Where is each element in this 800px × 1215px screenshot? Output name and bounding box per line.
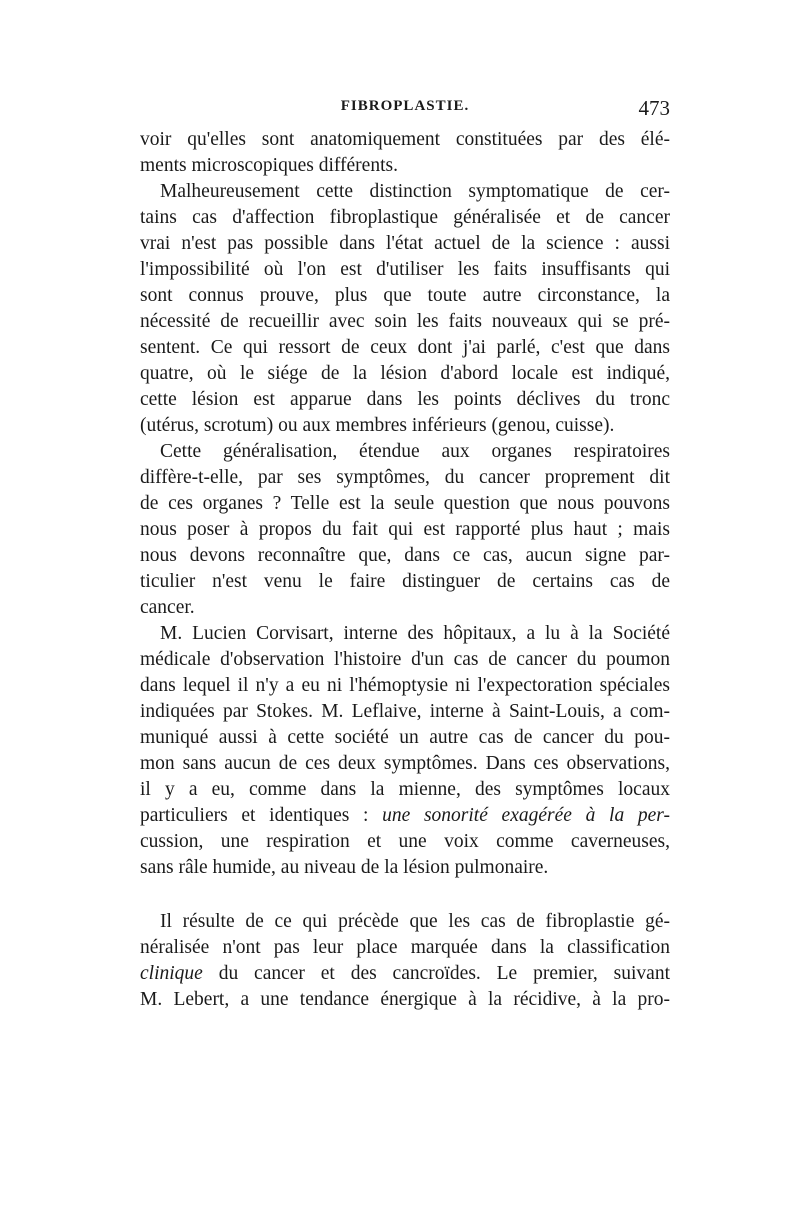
text-line: nécessité de recueillir avec soin les faits nouveaux qui se pré- bbox=[140, 311, 670, 332]
italic-text-segment: une sonorité exagérée à la per- bbox=[382, 805, 670, 826]
text-line: l'impossibilité où l'on est d'utiliser les faits insuffisants qui bbox=[140, 259, 670, 280]
text-line: médicale d'observation l'histoire d'un cas de cancer du poumon bbox=[140, 649, 670, 670]
text-line: ticulier n'est venu le faire distinguer de certains cas de bbox=[140, 571, 670, 592]
text-line: diffère-t-elle, par ses symptômes, du cancer proprement dit bbox=[140, 467, 670, 488]
text-line: M. Lebert, a une tendance énergique à la récidive, à la pro- bbox=[140, 989, 670, 1010]
text-line: de ces organes ? Telle est la seule question que nous pouvons bbox=[140, 493, 670, 514]
paragraph-start-line: Il résulte de ce qui précède que les cas de fibroplastie gé- bbox=[160, 911, 670, 932]
text-line bbox=[140, 961, 670, 987]
text-line: nous poser à propos du fait qui est rapporté plus haut ; mais bbox=[140, 519, 670, 540]
paragraph-start-line: Cette généralisation, étendue aux organes respiratoires bbox=[160, 441, 670, 462]
text-line: dans lequel il n'y a eu ni l'hémoptysie ni l'expectoration spéciales bbox=[140, 675, 670, 696]
text-line: quatre, où le siége de la lésion d'abord locale est indiqué, bbox=[140, 363, 670, 384]
running-title: FIBROPLASTIE. bbox=[340, 98, 470, 114]
text-line: tains cas d'affection fibroplastique généralisée et de cancer bbox=[140, 207, 670, 228]
text-line: il y a eu, comme dans la mienne, des symptômes locaux bbox=[140, 779, 670, 800]
paragraph-start-line: M. Lucien Corvisart, interne des hôpitaux, a lu à la Société bbox=[160, 623, 670, 644]
text-line: muniqué aussi à cette société un autre cas de cancer du pou- bbox=[140, 727, 670, 748]
text-line: sont connus prouve, plus que toute autre circonstance, la bbox=[140, 285, 670, 306]
text-line: ments microscopiques différents. bbox=[140, 155, 398, 176]
text-line: cette lésion est apparue dans les points déclives du tronc bbox=[140, 389, 670, 410]
text-segment: du cancer et des cancroïdes. Le premier, suivant bbox=[218, 963, 670, 984]
text-line: (utérus, scrotum) ou aux membres inférieurs (genou, cuisse). bbox=[140, 415, 615, 436]
text-line: nous devons reconnaître que, dans ce cas, aucun signe par- bbox=[140, 545, 670, 566]
italic-text-segment: clinique bbox=[140, 963, 203, 984]
body-text bbox=[140, 127, 670, 1013]
text-line: sentent. Ce qui ressort de ceux dont j'ai parlé, c'est que dans bbox=[140, 337, 670, 358]
italic-text-line: sans râle humide, au niveau de la lésion pulmonaire. bbox=[140, 857, 549, 878]
text-line: indiquées par Stokes. M. Leflaive, interne à Saint-Louis, a com- bbox=[140, 701, 670, 722]
paragraph-start-line: Malheureusement cette distinction symptomatique de cer- bbox=[160, 181, 670, 202]
text-line: néralisée n'ont pas leur place marquée dans la classification bbox=[140, 937, 670, 958]
italic-text-line: cussion, une respiration et une voix comme caverneuses, bbox=[140, 831, 670, 852]
running-head bbox=[140, 98, 670, 122]
text-line: mon sans aucun de ces deux symptômes. Dans ces observations, bbox=[140, 753, 670, 774]
text-line: cancer. bbox=[140, 597, 195, 618]
text-line bbox=[140, 803, 670, 829]
page-number: 473 bbox=[638, 96, 670, 120]
text-line: voir qu'elles sont anatomiquement constituées par des élé- bbox=[140, 129, 670, 150]
text-segment: particuliers et identiques : bbox=[140, 805, 369, 826]
text-line: vrai n'est pas possible dans l'état actuel de la science : aussi bbox=[140, 233, 670, 254]
section-gap bbox=[140, 881, 670, 909]
